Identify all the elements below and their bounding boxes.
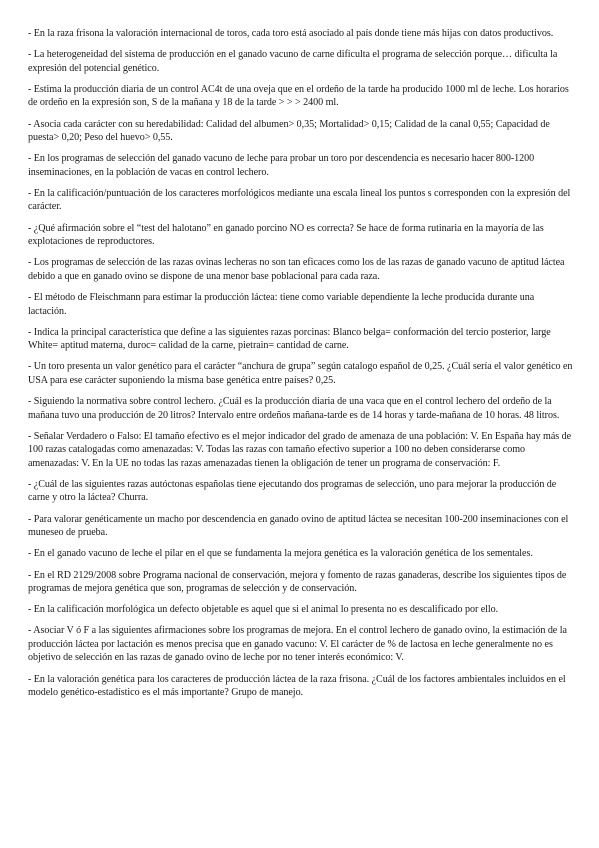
paragraph-6: - En la calificación/puntuación de los caracteres morfológicos mediante una escala lineal los puntos s corresponden con la expresión del carácter. bbox=[28, 187, 571, 213]
paragraph-18: - En la calificación morfológica un defecto objetable es aquel que si el animal lo presenta no es descalificado por ello. bbox=[28, 604, 499, 616]
paragraph-2: - La heterogeneidad del sistema de producción en el ganado vacuno de carne dificulta el programa de selección porque… dificulta la expresión del potencial genético. bbox=[28, 49, 558, 74]
paragraph-10: - Indica la principal característica que define a las siguientes razas porcinas: Blanco belga= conformación del tercio posterior, large White= aptitud materna, duroc= calidad de la carne, pietrain= cantidad de carne. bbox=[28, 326, 551, 352]
paragraph-5: - En los programas de selección del ganado vacuno de leche para probar un toro por descendencia es necesario hacer 800-1200 inseminaciones, en la población de vacas en control lechero. bbox=[28, 153, 535, 178]
paragraph-13: - Señalar Verdadero o Falso: El tamaño efectivo es el mejor indicador del grado de amenaza de una población: V. En España hay más de 100 razas catalogadas como amenazadas: V. Todas las razas con tamaño efectivo superior a 100 no deben considerarse como amenazadas: V. En la UE no todas las razas amenazadas tienen la obligación de tener un programa de conservación: F. bbox=[28, 430, 572, 469]
document-body bbox=[28, 27, 574, 707]
paragraph-7: - ¿Qué afirmación sobre el “test del halotano” en ganado porcino NO es correcta? Se hace de forma rutinaria en la mayoría de las explotaciones de reproductores. bbox=[28, 222, 544, 248]
paragraph-1: - En la raza frisona la valoración internacional de toros, cada toro está asociado al país donde tiene más hijas con datos productivos. bbox=[28, 28, 554, 39]
paragraph-12: - Siguiendo la normativa sobre control lechero. ¿Cuál es la producción diaria de una vaca que en el control lechero del ordeño de la mañana tuvo una producción de 20 litros? Intervalo entre ordeños mañana-tarde es de 14 horas y tarde-mañana de 10 horas. 48 litros. bbox=[28, 396, 560, 421]
paragraph-19: - Asociar V ó F a las siguientes afirmaciones sobre los programas de mejora. En el control lechero de ganado ovino, la estimación de la producción láctea por lactación es menos precisa que en ganado vacuno: V. El carácter de % de lactosa en leche generalmente no es objetivo de selección en las razas de ganado ovino de leche por no tener interés económico: V. bbox=[28, 625, 567, 664]
paragraph-14: - ¿Cuál de las siguientes razas autóctonas españolas tiene ejecutando dos programas de selección, uno para mejorar la producción de carne y otro la láctea? Churra. bbox=[28, 478, 557, 504]
paragraph-4: - Asocia cada carácter con su heredabilidad: Calidad del albumen> 0,35; Mortalidad> 0,15; Calidad de la canal 0,55; Capacidad de puesta> 0,20; Peso del huevo> 0,55. bbox=[28, 118, 550, 144]
paragraph-17: - En el RD 2129/2008 sobre Programa nacional de conservación, mejora y fomento de razas ganaderas, describe los siguientes tipos de programas de mejora genética que son, programas de selección y de conservación. bbox=[28, 569, 567, 594]
paragraph-11: - Un toro presenta un valor genético para el carácter “anchura de grupa” según catalogo español de 0,25. ¿Cuál sería el valor genético en USA para ese carácter suponiendo la misma base genética entre países? 0,25. bbox=[28, 361, 573, 386]
paragraph-15: - Para valorar genéticamente un macho por descendencia en ganado ovino de aptitud láctea se necesitan 100-200 inseminaciones con el muneseo de prueba. bbox=[28, 513, 569, 539]
paragraph-20: - En la valoración genética para los caracteres de producción láctea de la raza frisona. ¿Cuál de los factores ambientales incluidos en el modelo genético-estadístico es el más importante? Grupo de manejo. bbox=[28, 673, 566, 699]
paragraph-9: - El método de Fleischmann para estimar la producción láctea: tiene como variable dependiente la leche producida durante una lactación. bbox=[28, 292, 535, 317]
paragraph-3: - Estima la producción diaria de un control AC4t de una oveja que en el ordeño de la tarde ha producido 1000 ml de leche. Los horarios de ordeño en la expresión son, S de la mañana y 18 de la tarde > > > 2400 ml. bbox=[28, 83, 569, 109]
paragraph-16: - En el ganado vacuno de leche el pilar en el que se fundamenta la mejora genética es la valoración genética de los sementales. bbox=[28, 548, 533, 560]
paragraph-8: - Los programas de selección de las razas ovinas lecheras no son tan eficaces como los de las razas de ganado vacuno de aptitud láctea debido a que en ganado ovino se dispone de una menor base poblacional para cada raza. bbox=[28, 257, 565, 282]
